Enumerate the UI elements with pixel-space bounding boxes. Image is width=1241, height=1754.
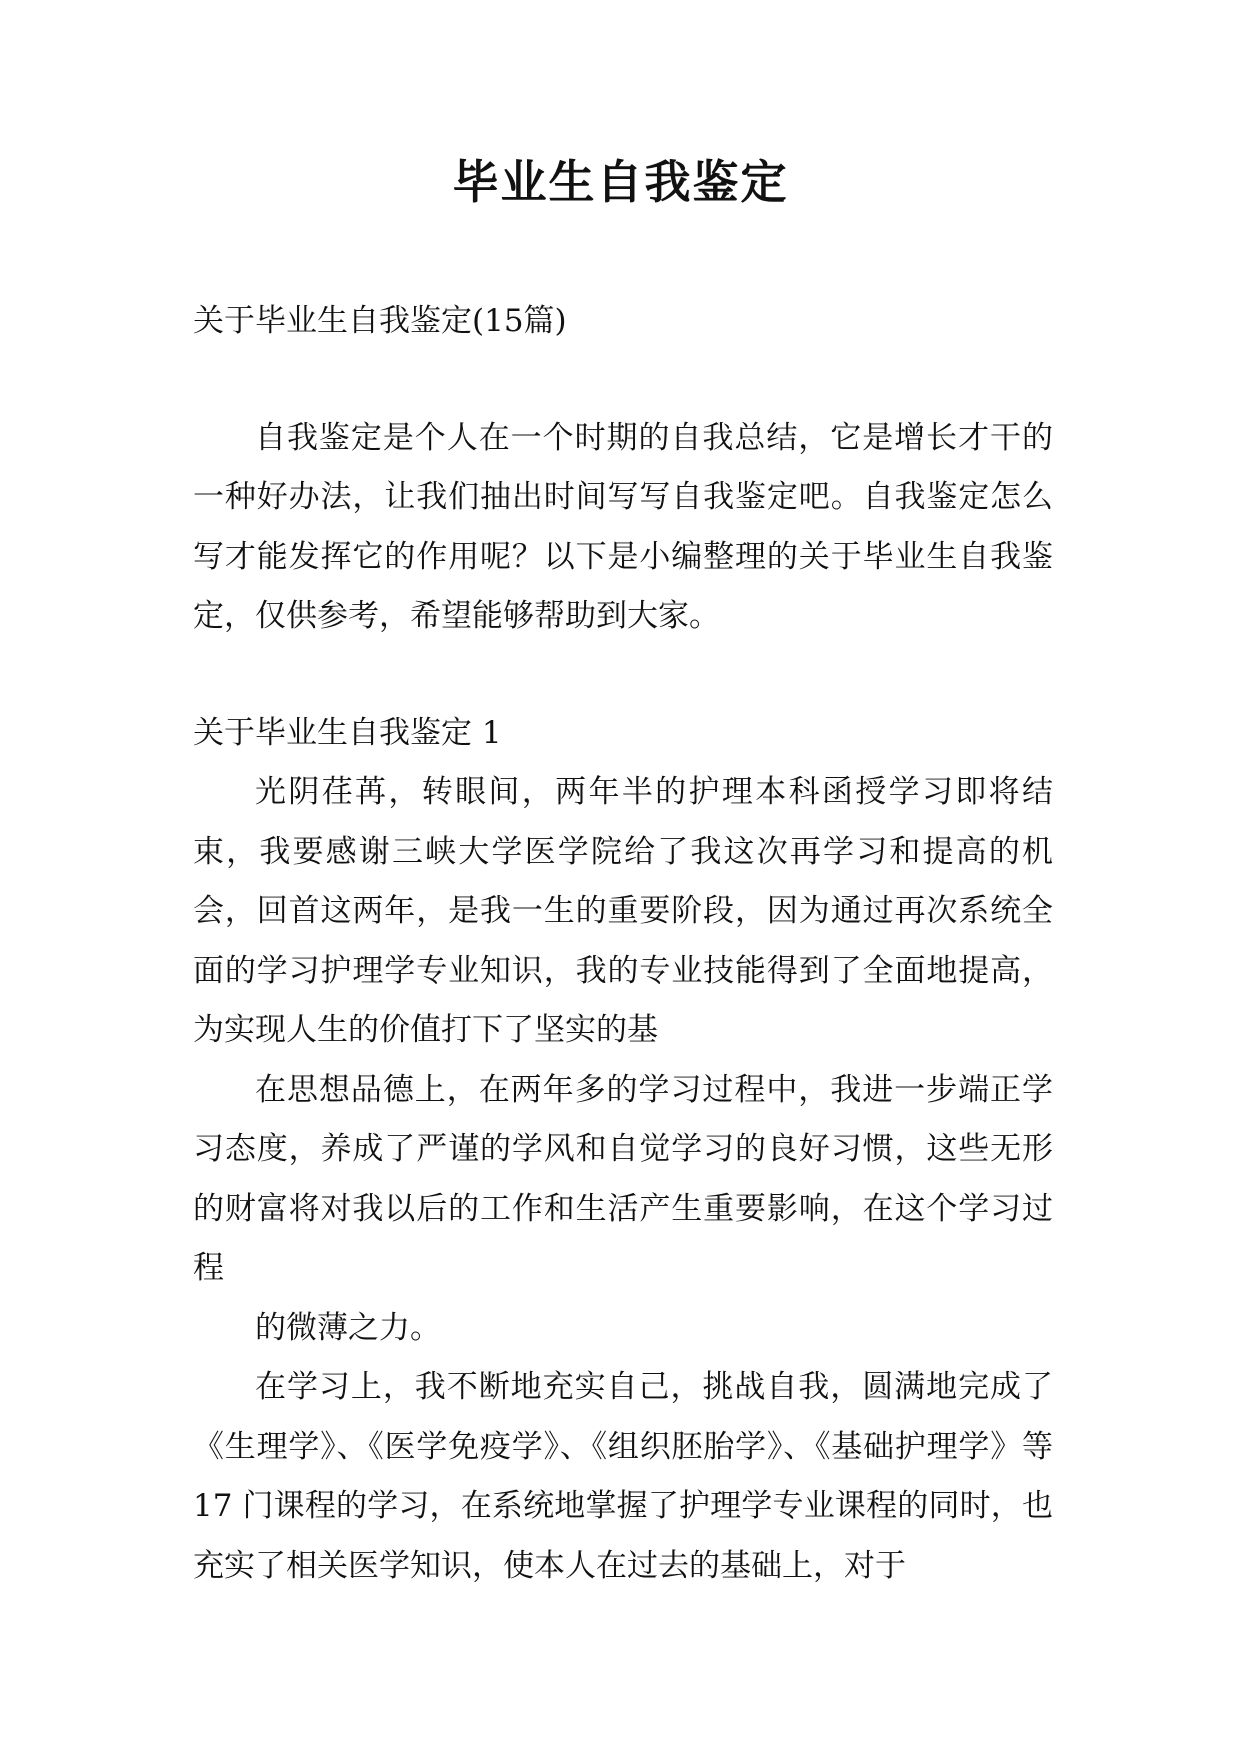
body-paragraph-1: 光阴荏苒，转眼间，两年半的护理本科函授学习即将结束，我要感谢三峡大学医学院给了我这次再学习和提高的机会，回首这两年，是我一生的重要阶段，因为通过再次系统全面的学习护理学专业知识，我的专业技能得到了全面地提高，为实现人生的价值打下了坚实的基 — [193, 774, 1053, 1048]
section-heading: 关于毕业生自我鉴定 1 — [193, 714, 502, 751]
body-paragraph-3: 的微薄之力。 — [255, 1309, 441, 1346]
document-title: 毕业生自我鉴定 — [452, 155, 789, 209]
body-paragraph-4: 在学习上，我不断地充实自己，挑战自我，圆满地完成了《生理学》、《医学免疫学》、《组织胚胎学》、《基础护理学》等 17 门课程的学习，在系统地掌握了护理学专业课程的同时，也充实了相关医学知识，使本人在过去的基础上，对于 — [193, 1369, 1053, 1584]
intro-paragraph: 自我鉴定是个人在一个时期的自我总结，它是增长才干的一种好办法，让我们抽出时间写写自我鉴定吧。自我鉴定怎么写才能发挥它的作用呢？以下是小编整理的关于毕业生自我鉴定，仅供参考，希望能够帮助到大家。 — [193, 419, 1053, 634]
document-subtitle: 关于毕业生自我鉴定(15篇) — [193, 303, 567, 339]
document-body — [193, 292, 1053, 1596]
body-paragraph-2: 在思想品德上，在两年多的学习过程中，我进一步端正学习态度，养成了严谨的学风和自觉学习的良好习惯，这些无形的财富将对我以后的工作和生活产生重要影响，在这个学习过程 — [193, 1071, 1053, 1286]
